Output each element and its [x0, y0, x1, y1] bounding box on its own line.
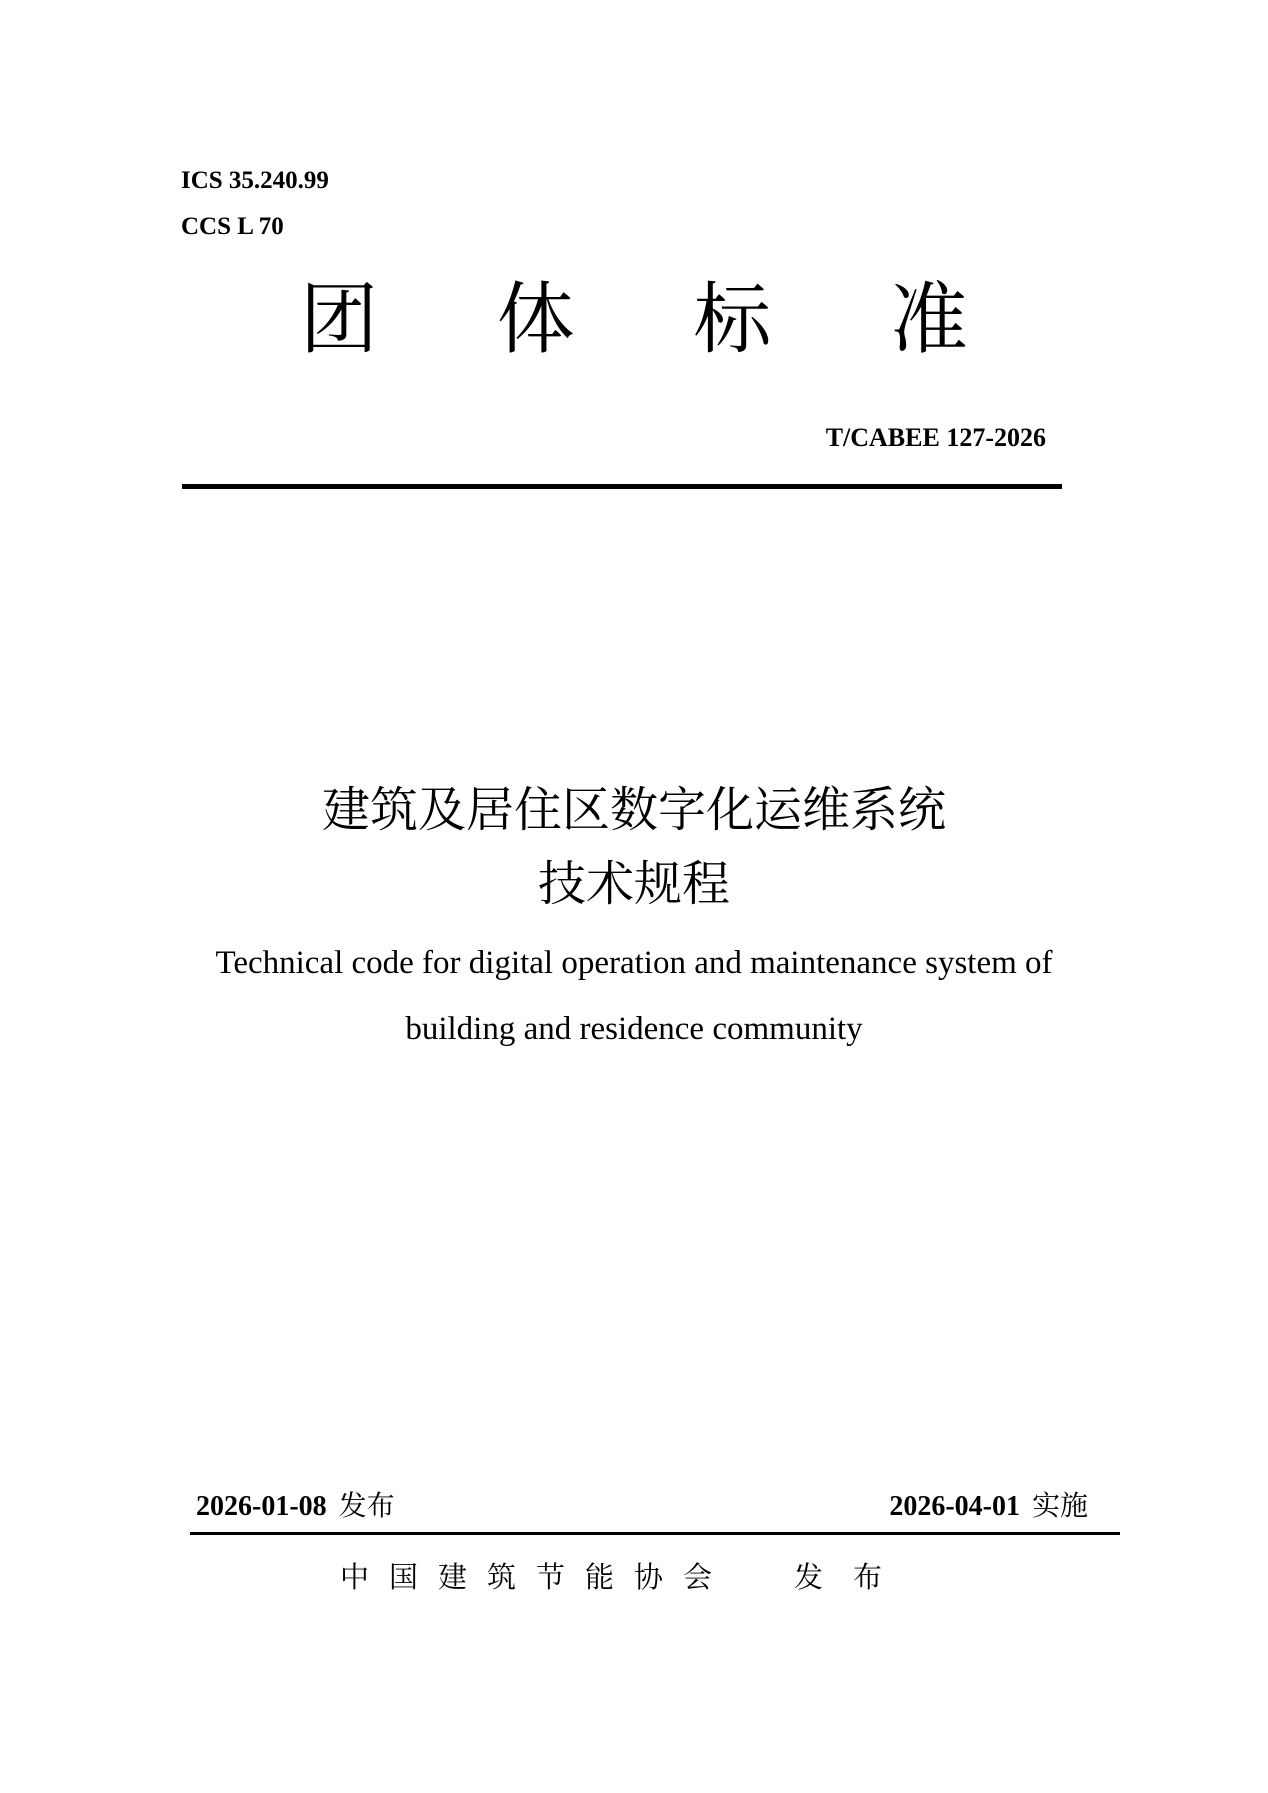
title-en-line1: Technical code for digital operation and maintenance system of — [215, 945, 1053, 981]
implementation-label: 实施 — [1031, 1489, 1088, 1522]
title-zh-line2: 技术规程 — [537, 856, 730, 912]
publisher-action: 发布 — [794, 1560, 913, 1594]
standard-type-char: 体 — [496, 275, 575, 365]
implementation-info — [889, 1486, 1088, 1527]
issue-label: 发布 — [338, 1489, 395, 1522]
publisher-organization: 中国建筑节能协会 — [340, 1560, 733, 1594]
publisher-line — [340, 1555, 912, 1599]
title-chinese — [0, 773, 1268, 921]
standard-type-char: 标 — [693, 275, 772, 365]
title-english — [0, 930, 1268, 1062]
bottom-divider — [190, 1532, 1120, 1535]
issue-info — [196, 1486, 395, 1527]
ics-code: ICS 35.240.99 — [181, 167, 329, 194]
implementation-date: 2026-04-01 — [889, 1491, 1020, 1522]
issue-date: 2026-01-08 — [196, 1491, 327, 1522]
standard-number: T/CABEE 127-2026 — [825, 423, 1046, 452]
title-en-line2: building and residence community — [405, 1011, 863, 1047]
standard-type-heading — [300, 270, 968, 370]
title-zh-line1: 建筑及居住区数字化运维系统 — [321, 782, 946, 838]
classification-codes — [181, 158, 329, 250]
top-divider — [182, 484, 1062, 489]
standard-type-char: 团 — [300, 275, 379, 365]
date-row — [196, 1486, 1088, 1527]
standard-type-char: 准 — [889, 275, 968, 365]
ccs-code: CCS L 70 — [181, 213, 284, 240]
